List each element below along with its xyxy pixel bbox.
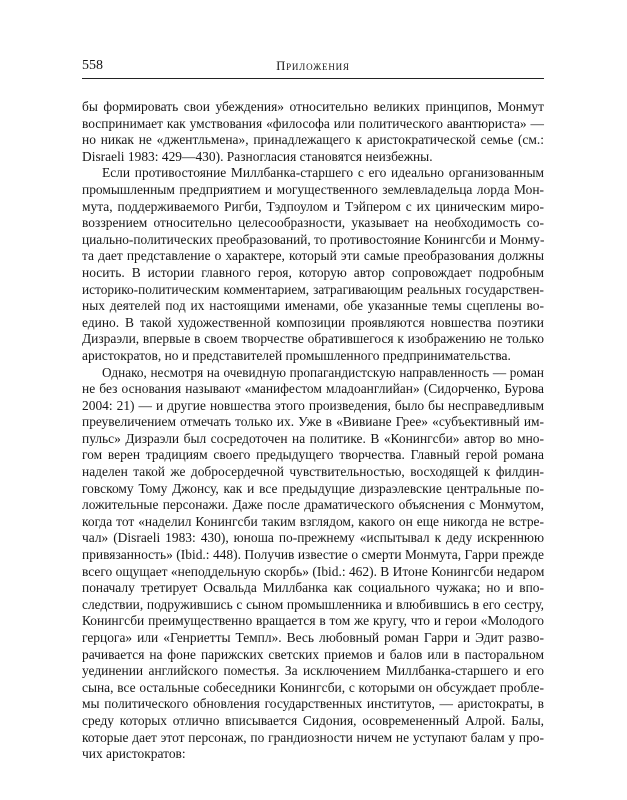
- text-line: воззрением относительно целесообразности, указывает на необходимость со-: [82, 215, 544, 231]
- text-line: герцога» или «Генриетты Темпл». Весь любовный роман Гарри и Эдит разво-: [82, 630, 544, 645]
- text-line: промышленным предприятием и могущественного землевладельца лорда Мон-: [82, 181, 544, 197]
- text-line: та дает представление о характере, который эти самые преобразования должны: [82, 248, 544, 264]
- text-line: среду которых отлично вписывается Сидония, осовремененный Алрой. Балы,: [82, 712, 544, 728]
- text-line: которые дает этот персонаж, по грандиозности ничем не уступают балам у про-: [82, 729, 544, 745]
- text-line: мы политического обновления государственных институтов, — аристократы, в: [82, 696, 544, 712]
- text-line: Однако, несмотря на очевидную пропагандистскую направленность — роман: [102, 364, 544, 380]
- text-line: аристократов, но и представителей промышленного предпринимательства.: [82, 347, 511, 363]
- text-line: всего ощущает «неподдельную скорбь» (Ibid.: 462). В Итоне Конингсби недаром: [82, 563, 545, 579]
- text-line: когда тот «наделил Конингсби таким взглядом, какого он еще никогда не встре-: [82, 513, 544, 529]
- text-line: историко-политическим комментарием, затрагивающим реальных государствен-: [82, 281, 544, 297]
- text-line: уединении английского поместья. За исключением Миллбанка-старшего и его: [82, 663, 544, 679]
- text-line: привязанность» (Ibid.: 448). Получив известие о смерти Монмута, Гарри прежде: [82, 547, 544, 563]
- text-line: чал» (Disraeli 1983: 430), юноша по-прежнему «испытывал к деду искреннюю: [82, 530, 544, 546]
- text-line: не без основания называют «манифестом младоанглийан» (Сидорченко, Бурова: [82, 381, 544, 397]
- text-line: гом верен традициям своего предыдущего творчества. Главный герой романа: [82, 447, 544, 463]
- text-line: ных деятелей под их настоящими именами, обе указанные темы сцеплены во-: [82, 298, 544, 314]
- text-line: говскому Тому Джонсу, как и все предыдущие дизраэлевские центральные по-: [82, 480, 544, 496]
- text-line: Дизраэли, впервые в своем творчестве обратившегося к изображению не только: [82, 331, 544, 347]
- text-line: следствии, подружившись с сыном промышленника и влюбившись в его сестру,: [82, 596, 544, 612]
- page-number: 558: [82, 58, 103, 73]
- text-line: воспринимает как умствования «философа или политического авантюриста» —: [82, 115, 544, 131]
- text-line: чих аристократов:: [82, 746, 186, 762]
- text-line: мута, поддерживаемого Ригби, Тэдпоулом и Тэйпером с их циническим миро-: [82, 198, 544, 214]
- text-line: циально-политических преобразований, то противостояние Конингсби и Монму-: [82, 231, 545, 247]
- text-line: поначалу третирует Освальда Миллбанка как социального чужака; но и впо-: [82, 580, 544, 596]
- text-line: пульс» Дизраэли был сосредоточен на политике. В «Конингсби» автор во мно-: [82, 430, 544, 446]
- text-line: 2004: 21) — и другие новшества этого произведения, было бы несправедливым: [82, 397, 544, 413]
- body-text: [82, 99, 544, 763]
- text-line: рачивается на фоне парижских светских приемов и балов или в пасторальном: [82, 646, 544, 662]
- paragraph: [82, 365, 544, 763]
- text-line: едино. В такой художественной композиции проявляются новшества поэтики: [82, 314, 544, 330]
- text-line: Если противостояние Миллбанка-старшего с его идеально организованным: [102, 165, 544, 181]
- text-line: ложительные персонажи. Даже после драматического объяснения с Монмутом,: [82, 497, 544, 513]
- paragraph: [82, 99, 544, 165]
- text-line: сына, все остальные собеседники Конингсби, с которыми он обсуждает пробле-: [82, 679, 544, 695]
- text-line: наделен такой же добросердечной чувствительностью, восходящей к филдин-: [82, 464, 544, 480]
- text-line: бы формировать свои убеждения» относительно великих принципов, Монмут: [82, 99, 544, 114]
- running-head: Приложения: [276, 59, 350, 73]
- page-header: [82, 58, 544, 79]
- text-line: Конингсби преимущественно вращается в том же кругу, что и герои «Молодого: [82, 613, 544, 629]
- text-line: но никак не «джентльмена», принадлежащего к аристократической семье (см.:: [82, 132, 544, 148]
- paragraph: [82, 165, 544, 364]
- text-line: преувеличением отмечать только их. Уже в «Вивиане Грее» «субъективный им-: [82, 414, 544, 430]
- text-line: Disraeli 1983: 429—430). Разногласия становятся неизбежны.: [82, 148, 433, 164]
- text-line: носить. В истории главного героя, которую автор сопровождает подробным: [82, 264, 544, 280]
